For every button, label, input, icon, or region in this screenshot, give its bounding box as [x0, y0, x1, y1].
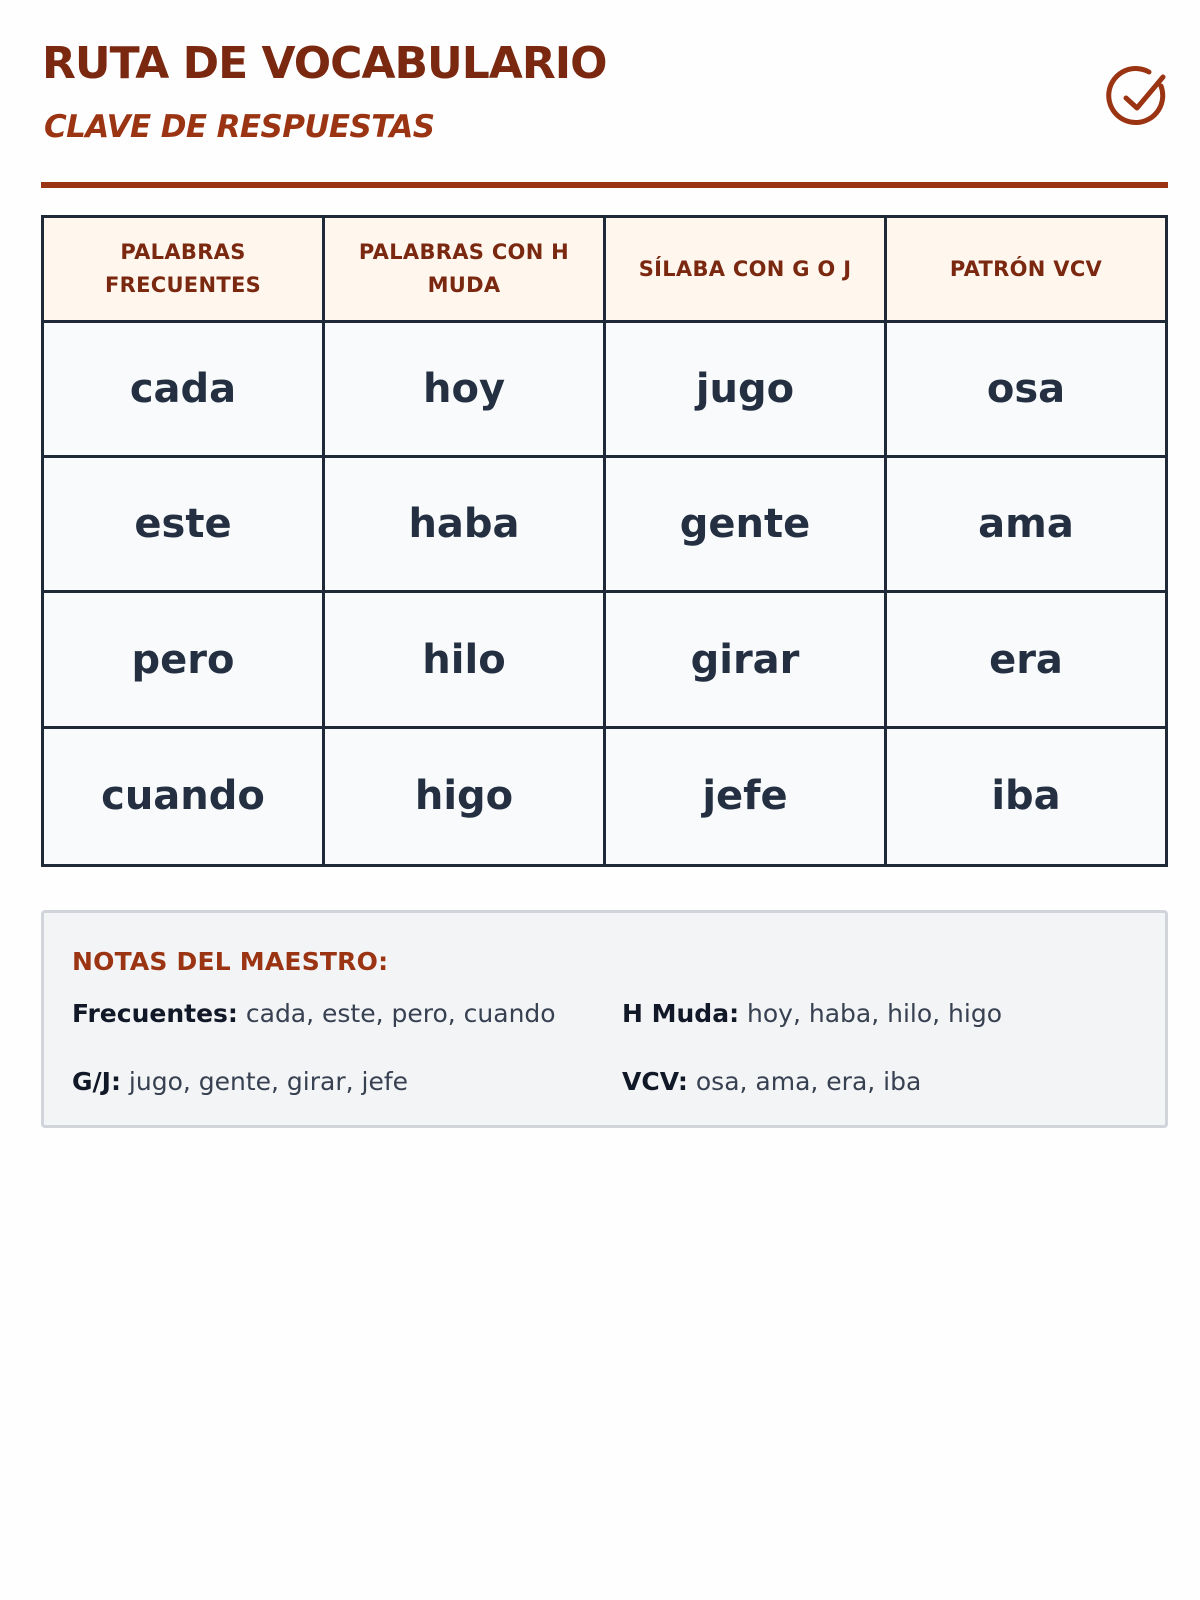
table-row [43, 727, 1167, 865]
word-cell: ama [886, 457, 1167, 592]
word-cell: gente [605, 457, 886, 592]
table-row [43, 457, 1167, 592]
note-value: hoy, haba, hilo, higo [747, 999, 1002, 1028]
note-label: G/J: [72, 1067, 121, 1096]
column-header-frecuentes: PALABRAS FRECUENTES [43, 217, 324, 322]
word-cell: osa [886, 322, 1167, 457]
word-cell: era [886, 592, 1167, 727]
note-value: jugo, gente, girar, jefe [128, 1067, 409, 1096]
word-cell: jefe [605, 727, 886, 865]
word-cell: cuando [43, 727, 324, 865]
column-header-vcv: PATRÓN VCV [886, 217, 1167, 322]
word-cell: iba [886, 727, 1167, 865]
word-cell: hoy [324, 322, 605, 457]
table-header-row [43, 217, 1167, 322]
word-cell: higo [324, 727, 605, 865]
note-value: osa, ama, era, iba [695, 1067, 922, 1096]
teacher-notes-box [41, 910, 1168, 1128]
column-header-h-muda: PALABRAS CON H MUDA [324, 217, 605, 322]
vocabulary-table [41, 215, 1168, 867]
note-g-j [72, 1067, 408, 1096]
word-cell: cada [43, 322, 324, 457]
notes-title: NOTAS DEL MAESTRO: [72, 947, 389, 976]
page-subtitle: CLAVE DE RESPUESTAS [44, 109, 435, 145]
word-cell: jugo [605, 322, 886, 457]
header-divider [41, 182, 1168, 188]
column-header-g-o-j: SÍLABA CON G O J [605, 217, 886, 322]
note-label: H Muda: [622, 999, 740, 1028]
page-title: RUTA DE VOCABULARIO [42, 38, 607, 89]
word-cell: pero [43, 592, 324, 727]
worksheet-header [42, 40, 1168, 190]
table-row [43, 592, 1167, 727]
note-label: VCV: [622, 1067, 688, 1096]
check-circle-icon [1106, 64, 1172, 130]
note-vcv [622, 1067, 921, 1096]
note-frecuentes [72, 999, 556, 1028]
word-cell: este [43, 457, 324, 592]
word-cell: haba [324, 457, 605, 592]
note-label: Frecuentes: [72, 999, 238, 1028]
word-cell: hilo [324, 592, 605, 727]
note-h-muda [622, 999, 1002, 1028]
table-row [43, 322, 1167, 457]
note-value: cada, este, pero, cuando [245, 999, 556, 1028]
word-cell: girar [605, 592, 886, 727]
